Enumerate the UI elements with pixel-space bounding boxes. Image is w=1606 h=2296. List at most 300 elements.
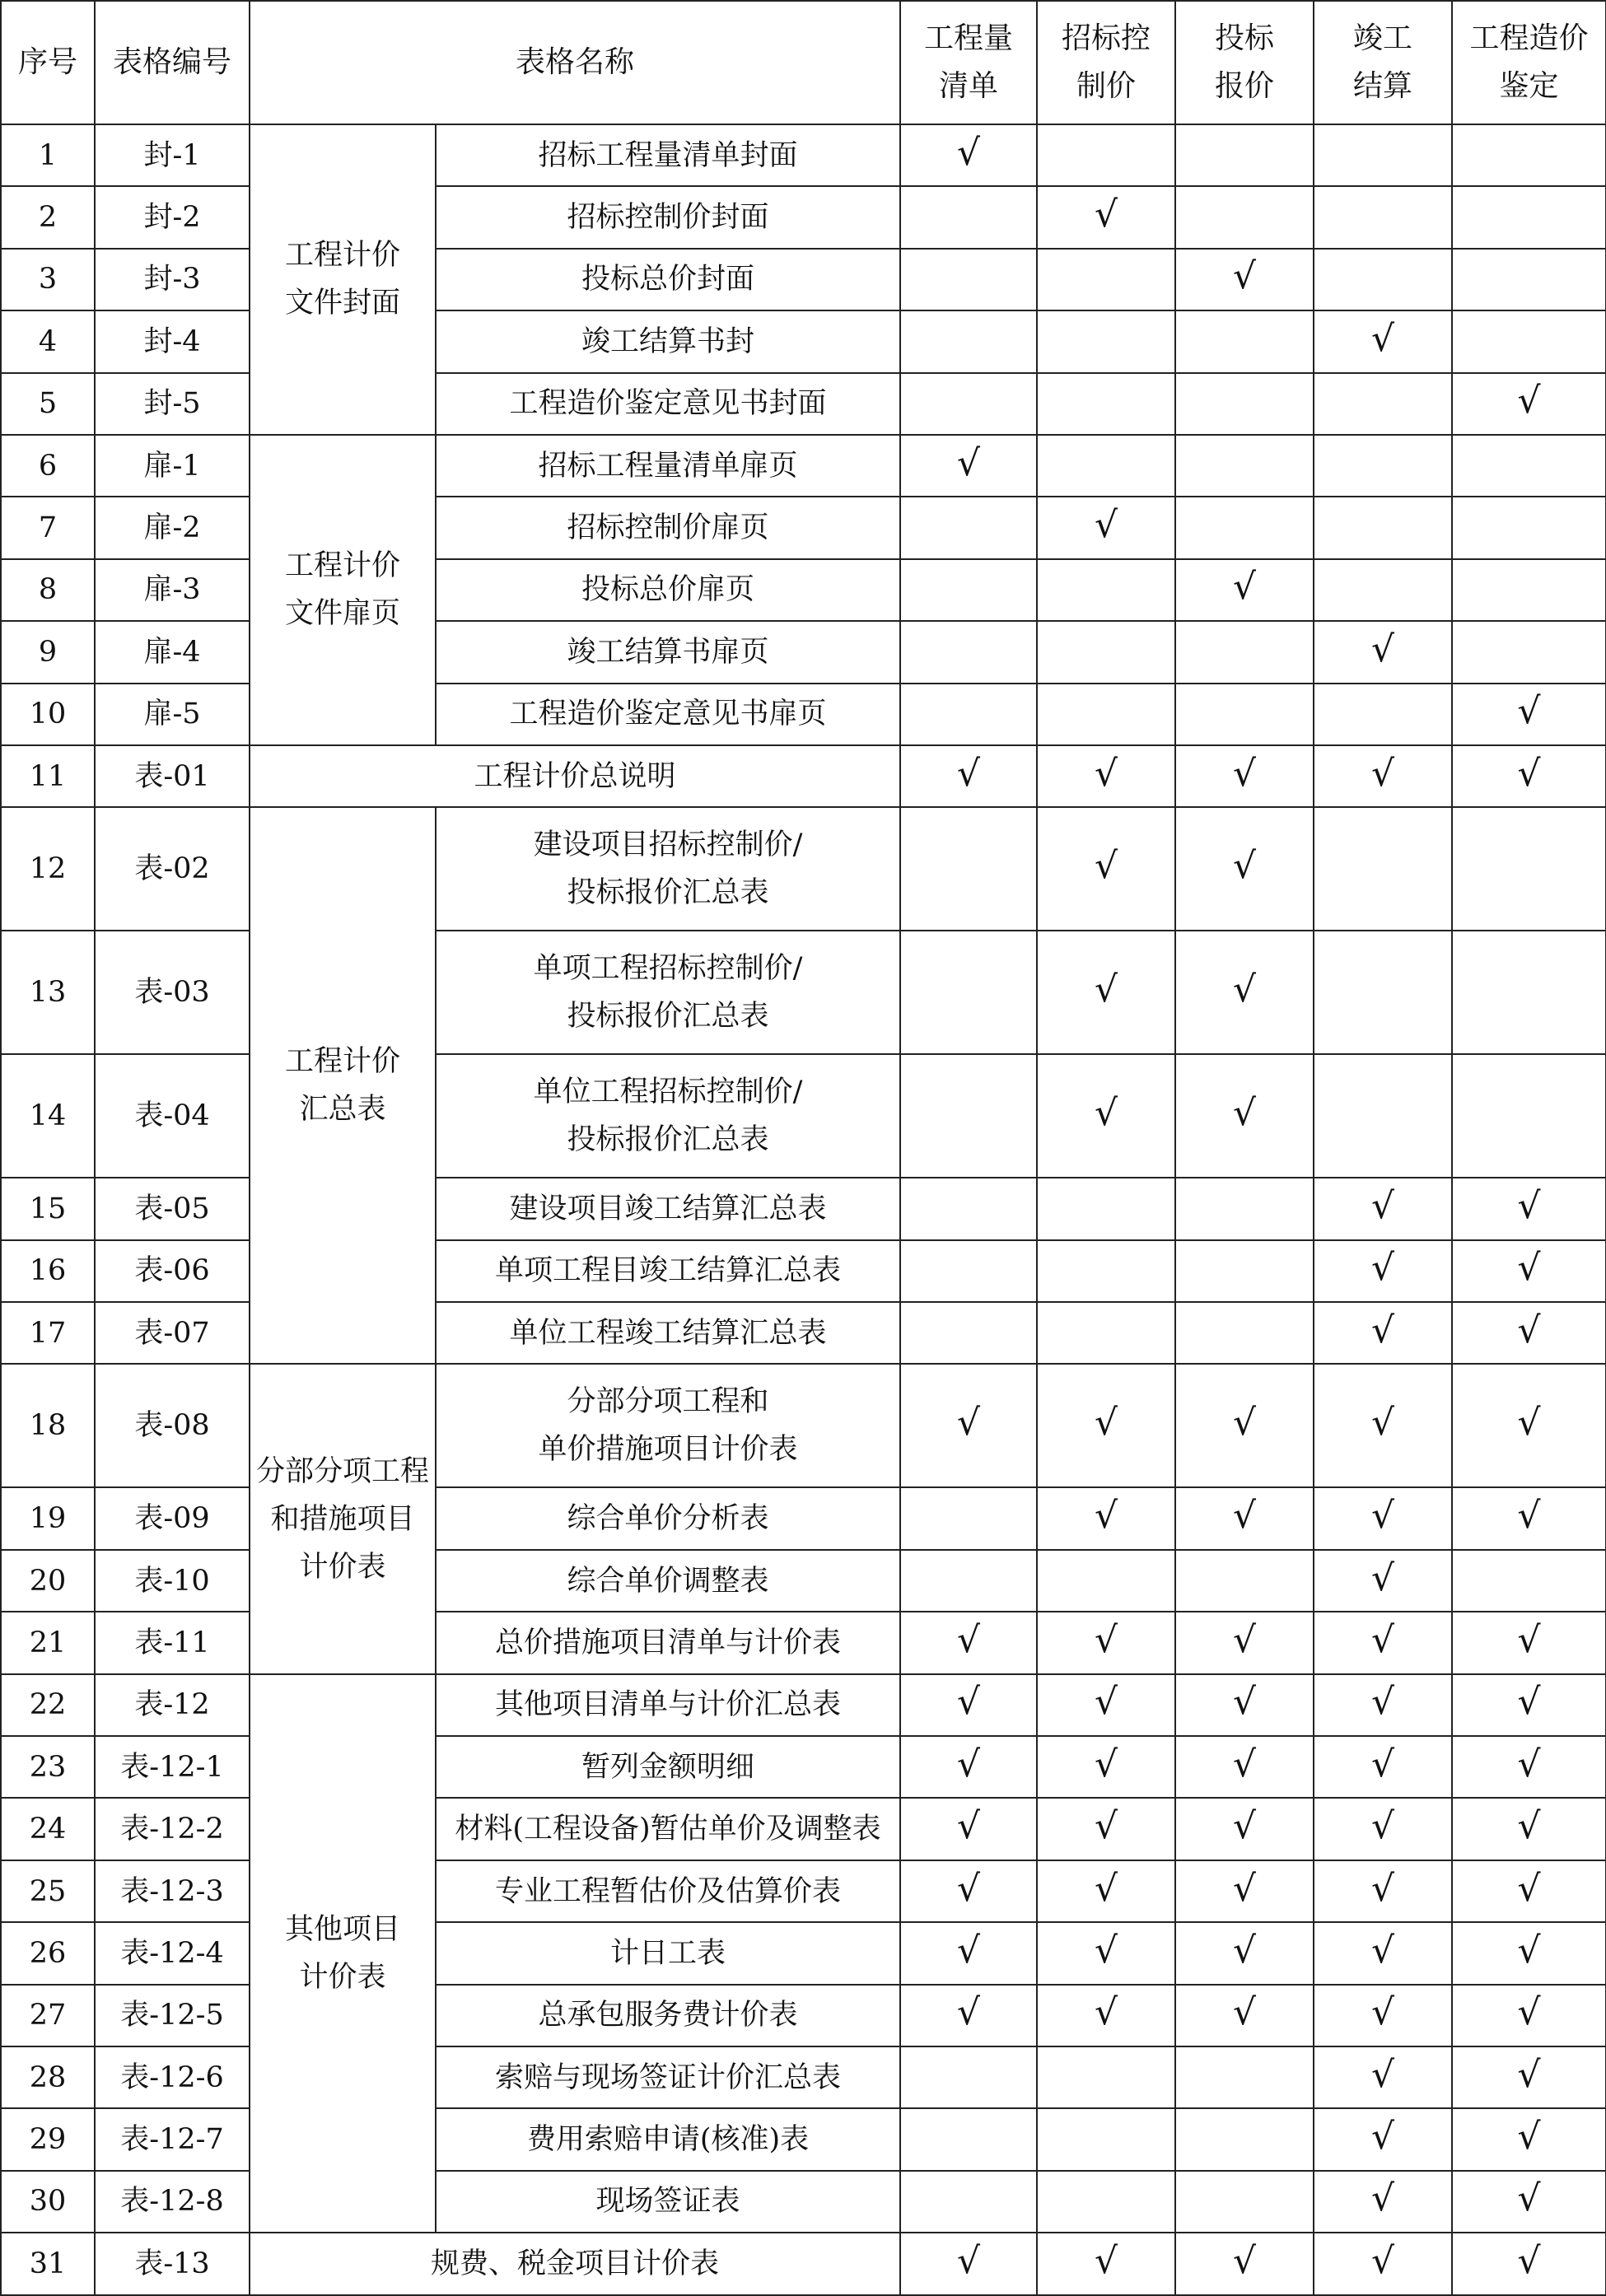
table-row [1, 1302, 1606, 1364]
mark-cell-final-settlement [1314, 2046, 1452, 2108]
row-group-category: 其他项目 计价表 [250, 1674, 436, 2233]
check-mark-icon: √ [956, 1743, 981, 1785]
mark-cell-cost-appraisal [1452, 1612, 1606, 1673]
check-mark-icon: √ [1517, 1247, 1541, 1290]
row-code: 表-12-5 [95, 1985, 250, 2046]
mark-cell-bill-of-quantities [900, 559, 1037, 621]
mark-cell-bill-of-quantities [900, 1054, 1037, 1178]
mark-cell-cost-appraisal [1452, 1240, 1606, 1302]
mark-cell-final-settlement [1314, 931, 1452, 1054]
row-seq: 21 [1, 1612, 95, 1673]
check-mark-icon: √ [1370, 1743, 1395, 1785]
mark-cell-bid-price [1175, 1240, 1314, 1302]
row-name: 招标控制价扉页 [436, 497, 900, 558]
mark-cell-bill-of-quantities [900, 931, 1037, 1054]
mark-cell-bill-of-quantities [900, 1240, 1037, 1302]
mark-cell-tender-control-price [1037, 621, 1175, 683]
mark-cell-bid-price [1175, 1860, 1314, 1922]
table-body [1, 124, 1606, 2295]
row-name: 单项工程招标控制价/ 投标报价汇总表 [436, 931, 900, 1054]
row-group-category: 工程计价 文件封面 [250, 124, 436, 435]
table-row [1, 559, 1606, 621]
mark-cell-final-settlement [1314, 1860, 1452, 1922]
table-row [1, 2171, 1606, 2233]
mark-cell-final-settlement [1314, 1922, 1452, 1984]
check-mark-icon: √ [1232, 752, 1257, 795]
row-code: 表-03 [95, 931, 250, 1054]
check-mark-icon: √ [1094, 1495, 1118, 1538]
mark-cell-cost-appraisal [1452, 1674, 1606, 1736]
mark-cell-bill-of-quantities [900, 249, 1037, 310]
mark-cell-bid-price [1175, 186, 1314, 248]
mark-cell-cost-appraisal [1452, 931, 1606, 1054]
mark-cell-tender-control-price [1037, 373, 1175, 435]
row-seq: 17 [1, 1302, 95, 1364]
row-name: 规费、税金项目计价表 [250, 2233, 900, 2294]
check-mark-icon: √ [1370, 1402, 1395, 1444]
table-row [1, 1922, 1606, 1984]
mark-cell-final-settlement [1314, 186, 1452, 248]
header-seq: 序号 [1, 1, 95, 124]
check-mark-icon: √ [1370, 2239, 1395, 2282]
row-seq: 14 [1, 1054, 95, 1178]
check-mark-icon: √ [1094, 1092, 1118, 1135]
check-mark-icon: √ [1094, 1681, 1118, 1724]
row-seq: 26 [1, 1922, 95, 1984]
mark-cell-bill-of-quantities [900, 310, 1037, 372]
mark-cell-cost-appraisal [1452, 2171, 1606, 2233]
table-row [1, 1674, 1606, 1736]
mark-cell-bid-price [1175, 310, 1314, 372]
mark-cell-bid-price [1175, 1612, 1314, 1673]
mark-cell-cost-appraisal [1452, 1302, 1606, 1364]
row-code: 表-10 [95, 1550, 250, 1612]
check-mark-icon: √ [1517, 2239, 1541, 2282]
mark-cell-bill-of-quantities [900, 684, 1037, 745]
mark-cell-tender-control-price [1037, 124, 1175, 186]
row-name: 现场签证表 [436, 2171, 900, 2233]
mark-cell-bill-of-quantities [900, 2046, 1037, 2108]
mark-cell-bill-of-quantities [900, 1985, 1037, 2046]
mark-cell-cost-appraisal [1452, 124, 1606, 186]
row-name: 投标总价封面 [436, 249, 900, 310]
check-mark-icon: √ [1232, 1618, 1257, 1661]
row-name: 建设项目招标控制价/ 投标报价汇总表 [436, 807, 900, 931]
mark-cell-cost-appraisal [1452, 1487, 1606, 1549]
check-mark-icon: √ [956, 1618, 981, 1661]
check-mark-icon: √ [1517, 690, 1541, 733]
table-row [1, 1178, 1606, 1239]
check-mark-icon: √ [1232, 2239, 1257, 2282]
check-mark-icon: √ [1232, 255, 1257, 298]
check-mark-icon: √ [1517, 1495, 1541, 1538]
row-seq: 23 [1, 1736, 95, 1798]
row-code: 表-12 [95, 1674, 250, 1736]
check-mark-icon: √ [1370, 1184, 1395, 1227]
mark-cell-final-settlement [1314, 1674, 1452, 1736]
check-mark-icon: √ [1232, 1402, 1257, 1444]
table-row [1, 124, 1606, 186]
mark-cell-bid-price [1175, 931, 1314, 1054]
mark-cell-final-settlement [1314, 124, 1452, 186]
row-name: 总承包服务费计价表 [436, 1985, 900, 2046]
mark-cell-cost-appraisal [1452, 1985, 1606, 2046]
check-mark-icon: √ [1517, 752, 1541, 795]
mark-cell-final-settlement [1314, 435, 1452, 497]
mark-cell-tender-control-price [1037, 745, 1175, 807]
mark-cell-bid-price [1175, 1798, 1314, 1860]
row-group-category: 工程计价 文件扉页 [250, 435, 436, 745]
mark-cell-final-settlement [1314, 1985, 1452, 2046]
row-seq: 10 [1, 684, 95, 745]
mark-cell-final-settlement [1314, 1487, 1452, 1549]
check-mark-icon: √ [956, 1402, 981, 1444]
mark-cell-bid-price [1175, 1550, 1314, 1612]
row-name: 分部分项工程和 单价措施项目计价表 [436, 1364, 900, 1487]
row-name: 竣工结算书封 [436, 310, 900, 372]
mark-cell-bid-price [1175, 1674, 1314, 1736]
row-code: 表-13 [95, 2233, 250, 2294]
header-tender-control-price: 招标控 制价 [1037, 1, 1175, 124]
check-mark-icon: √ [1370, 628, 1395, 670]
row-seq: 9 [1, 621, 95, 683]
row-seq: 22 [1, 1674, 95, 1736]
table-row [1, 310, 1606, 372]
row-name: 招标控制价封面 [436, 186, 900, 248]
row-name: 总价措施项目清单与计价表 [436, 1612, 900, 1673]
mark-cell-final-settlement [1314, 2233, 1452, 2294]
row-name: 综合单价分析表 [436, 1487, 900, 1549]
row-seq: 24 [1, 1798, 95, 1860]
check-mark-icon: √ [956, 1681, 981, 1724]
check-mark-icon: √ [1517, 2177, 1541, 2220]
row-code: 表-07 [95, 1302, 250, 1364]
check-mark-icon: √ [1517, 1618, 1541, 1661]
check-mark-icon: √ [1094, 845, 1118, 888]
mark-cell-final-settlement [1314, 1302, 1452, 1364]
mark-cell-bid-price [1175, 2046, 1314, 2108]
check-mark-icon: √ [1232, 1743, 1257, 1785]
check-mark-icon: √ [1370, 2116, 1395, 2158]
mark-cell-cost-appraisal [1452, 249, 1606, 310]
check-mark-icon: √ [1517, 1309, 1541, 1351]
mark-cell-final-settlement [1314, 1364, 1452, 1487]
mark-cell-final-settlement [1314, 745, 1452, 807]
row-seq: 6 [1, 435, 95, 497]
row-code: 表-01 [95, 745, 250, 807]
check-mark-icon: √ [956, 131, 981, 174]
check-mark-icon: √ [1517, 1805, 1541, 1848]
check-mark-icon: √ [1370, 1805, 1395, 1848]
row-seq: 18 [1, 1364, 95, 1487]
check-mark-icon: √ [1232, 968, 1257, 1011]
mark-cell-final-settlement [1314, 1550, 1452, 1612]
table-row [1, 1860, 1606, 1922]
row-code: 表-05 [95, 1178, 250, 1239]
row-seq: 8 [1, 559, 95, 621]
check-mark-icon: √ [1517, 1184, 1541, 1227]
mark-cell-tender-control-price [1037, 186, 1175, 248]
check-mark-icon: √ [1094, 968, 1118, 1011]
mark-cell-tender-control-price [1037, 310, 1175, 372]
mark-cell-cost-appraisal [1452, 2233, 1606, 2294]
row-name: 投标总价扉页 [436, 559, 900, 621]
mark-cell-bill-of-quantities [900, 2233, 1037, 2294]
mark-cell-cost-appraisal [1452, 621, 1606, 683]
row-name: 工程计价总说明 [250, 745, 900, 807]
table-row [1, 435, 1606, 497]
mark-cell-bill-of-quantities [900, 621, 1037, 683]
mark-cell-tender-control-price [1037, 1487, 1175, 1549]
row-name: 建设项目竣工结算汇总表 [436, 1178, 900, 1239]
mark-cell-final-settlement [1314, 621, 1452, 683]
row-code: 表-09 [95, 1487, 250, 1549]
mark-cell-bill-of-quantities [900, 1736, 1037, 1798]
mark-cell-bill-of-quantities [900, 1860, 1037, 1922]
row-code: 表-12-6 [95, 2046, 250, 2108]
check-mark-icon: √ [1370, 1309, 1395, 1351]
mark-cell-tender-control-price [1037, 1985, 1175, 2046]
check-mark-icon: √ [1232, 1929, 1257, 1972]
table-row [1, 1487, 1606, 1549]
check-mark-icon: √ [1517, 1929, 1541, 1972]
row-seq: 16 [1, 1240, 95, 1302]
table-row [1, 1240, 1606, 1302]
mark-cell-bid-price [1175, 1054, 1314, 1178]
row-seq: 31 [1, 2233, 95, 2294]
row-name: 单位工程招标控制价/ 投标报价汇总表 [436, 1054, 900, 1178]
row-code: 扉-2 [95, 497, 250, 558]
mark-cell-cost-appraisal [1452, 559, 1606, 621]
mark-cell-tender-control-price [1037, 559, 1175, 621]
mark-cell-bill-of-quantities [900, 186, 1037, 248]
mark-cell-bill-of-quantities [900, 1364, 1037, 1487]
mark-cell-final-settlement [1314, 1798, 1452, 1860]
check-mark-icon: √ [1232, 1495, 1257, 1538]
row-code: 表-12-4 [95, 1922, 250, 1984]
mark-cell-cost-appraisal [1452, 1178, 1606, 1239]
mark-cell-bill-of-quantities [900, 807, 1037, 931]
header-name: 表格名称 [250, 1, 900, 124]
mark-cell-tender-control-price [1037, 931, 1175, 1054]
mark-cell-tender-control-price [1037, 1178, 1175, 1239]
mark-cell-bid-price [1175, 124, 1314, 186]
row-name: 索赔与现场签证计价汇总表 [436, 2046, 900, 2108]
row-code: 扉-5 [95, 684, 250, 745]
mark-cell-cost-appraisal [1452, 497, 1606, 558]
mark-cell-bid-price [1175, 435, 1314, 497]
row-code: 封-1 [95, 124, 250, 186]
row-seq: 19 [1, 1487, 95, 1549]
mark-cell-tender-control-price [1037, 684, 1175, 745]
mark-cell-final-settlement [1314, 249, 1452, 310]
mark-cell-bill-of-quantities [900, 2171, 1037, 2233]
check-mark-icon: √ [1094, 1991, 1118, 2034]
row-seq: 7 [1, 497, 95, 558]
mark-cell-tender-control-price [1037, 1364, 1175, 1487]
table-row [1, 931, 1606, 1054]
check-mark-icon: √ [956, 1867, 981, 1910]
mark-cell-tender-control-price [1037, 2108, 1175, 2170]
row-code: 扉-4 [95, 621, 250, 683]
check-mark-icon: √ [1370, 752, 1395, 795]
header-code: 表格编号 [95, 1, 250, 124]
row-name: 单位工程竣工结算汇总表 [436, 1302, 900, 1364]
row-seq: 28 [1, 2046, 95, 2108]
mark-cell-cost-appraisal [1452, 310, 1606, 372]
row-code: 封-2 [95, 186, 250, 248]
table-row [1, 373, 1606, 435]
row-name: 专业工程暂估价及估算价表 [436, 1860, 900, 1922]
check-mark-icon: √ [1094, 1805, 1118, 1848]
mark-cell-cost-appraisal [1452, 1922, 1606, 1984]
mark-cell-final-settlement [1314, 373, 1452, 435]
check-mark-icon: √ [1370, 2177, 1395, 2220]
check-mark-icon: √ [1232, 1092, 1257, 1135]
check-mark-icon: √ [1094, 504, 1118, 547]
check-mark-icon: √ [956, 1991, 981, 2034]
check-mark-icon: √ [1232, 1681, 1257, 1724]
check-mark-icon: √ [956, 1929, 981, 1972]
row-name: 工程造价鉴定意见书扉页 [436, 684, 900, 745]
mark-cell-tender-control-price [1037, 1922, 1175, 1984]
mark-cell-bid-price [1175, 373, 1314, 435]
mark-cell-bid-price [1175, 1922, 1314, 1984]
check-mark-icon: √ [1517, 1402, 1541, 1444]
row-code: 封-3 [95, 249, 250, 310]
row-seq: 12 [1, 807, 95, 931]
mark-cell-tender-control-price [1037, 2233, 1175, 2294]
row-seq: 2 [1, 186, 95, 248]
row-name: 综合单价调整表 [436, 1550, 900, 1612]
row-seq: 25 [1, 1860, 95, 1922]
row-code: 表-12-2 [95, 1798, 250, 1860]
check-mark-icon: √ [1370, 1495, 1395, 1538]
check-mark-icon: √ [956, 441, 981, 484]
check-mark-icon: √ [1232, 845, 1257, 888]
row-name: 招标工程量清单封面 [436, 124, 900, 186]
check-mark-icon: √ [1094, 1743, 1118, 1785]
check-mark-icon: √ [1094, 1618, 1118, 1661]
check-mark-icon: √ [1232, 1867, 1257, 1910]
check-mark-icon: √ [1517, 380, 1541, 422]
row-name: 费用索赔申请(核准)表 [436, 2108, 900, 2170]
row-code: 表-12-7 [95, 2108, 250, 2170]
row-name: 单项工程目竣工结算汇总表 [436, 1240, 900, 1302]
mark-cell-bid-price [1175, 559, 1314, 621]
table-row [1, 807, 1606, 931]
mark-cell-bill-of-quantities [900, 497, 1037, 558]
mark-cell-bill-of-quantities [900, 1550, 1037, 1612]
mark-cell-final-settlement [1314, 497, 1452, 558]
row-code: 封-5 [95, 373, 250, 435]
table-row [1, 1612, 1606, 1673]
table-row [1, 2046, 1606, 2108]
table-row [1, 186, 1606, 248]
mark-cell-tender-control-price [1037, 807, 1175, 931]
mark-cell-tender-control-price [1037, 2171, 1175, 2233]
mark-cell-final-settlement [1314, 310, 1452, 372]
check-mark-icon: √ [1370, 2053, 1395, 2096]
check-mark-icon: √ [1094, 1867, 1118, 1910]
mark-cell-tender-control-price [1037, 249, 1175, 310]
row-seq: 5 [1, 373, 95, 435]
row-group-category: 工程计价 汇总表 [250, 807, 436, 1364]
header-row [1, 1, 1606, 124]
row-name: 材料(工程设备)暂估单价及调整表 [436, 1798, 900, 1860]
header-bid-price: 投标 报价 [1175, 1, 1314, 124]
check-mark-icon: √ [1370, 1867, 1395, 1910]
check-mark-icon: √ [956, 1805, 981, 1848]
check-mark-icon: √ [1517, 1681, 1541, 1724]
row-seq: 30 [1, 2171, 95, 2233]
mark-cell-bid-price [1175, 621, 1314, 683]
mark-cell-tender-control-price [1037, 1674, 1175, 1736]
row-seq: 3 [1, 249, 95, 310]
mark-cell-bill-of-quantities [900, 1302, 1037, 1364]
check-mark-icon: √ [1517, 1867, 1541, 1910]
table-row [1, 1550, 1606, 1612]
table-row [1, 2108, 1606, 2170]
mark-cell-bid-price [1175, 2233, 1314, 2294]
row-code: 表-04 [95, 1054, 250, 1178]
row-seq: 4 [1, 310, 95, 372]
mark-cell-tender-control-price [1037, 1798, 1175, 1860]
table-row [1, 249, 1606, 310]
table-row [1, 1985, 1606, 2046]
mark-cell-cost-appraisal [1452, 1736, 1606, 1798]
mark-cell-bid-price [1175, 1364, 1314, 1487]
mark-cell-cost-appraisal [1452, 1054, 1606, 1178]
table-row [1, 1364, 1606, 1487]
mark-cell-bid-price [1175, 1487, 1314, 1549]
mark-cell-final-settlement [1314, 1736, 1452, 1798]
header-bill-of-quantities: 工程量 清单 [900, 1, 1037, 124]
check-mark-icon: √ [956, 752, 981, 795]
row-group-category: 分部分项工程 和措施项目 计价表 [250, 1364, 436, 1673]
mark-cell-final-settlement [1314, 807, 1452, 931]
mark-cell-bid-price [1175, 684, 1314, 745]
row-name: 招标工程量清单扉页 [436, 435, 900, 497]
row-name: 工程造价鉴定意见书封面 [436, 373, 900, 435]
mark-cell-final-settlement [1314, 1178, 1452, 1239]
check-mark-icon: √ [1370, 317, 1395, 360]
check-mark-icon: √ [1232, 1991, 1257, 2034]
check-mark-icon: √ [1094, 1929, 1118, 1972]
mark-cell-cost-appraisal [1452, 186, 1606, 248]
mark-cell-bill-of-quantities [900, 1487, 1037, 1549]
row-code: 表-08 [95, 1364, 250, 1487]
mark-cell-bill-of-quantities [900, 745, 1037, 807]
check-mark-icon: √ [1370, 1556, 1395, 1599]
row-code: 表-12-3 [95, 1860, 250, 1922]
mark-cell-tender-control-price [1037, 435, 1175, 497]
check-mark-icon: √ [1370, 1247, 1395, 1290]
mark-cell-tender-control-price [1037, 1860, 1175, 1922]
mark-cell-cost-appraisal [1452, 2108, 1606, 2170]
check-mark-icon: √ [1370, 1991, 1395, 2034]
row-name: 其他项目清单与计价汇总表 [436, 1674, 900, 1736]
mark-cell-bid-price [1175, 2171, 1314, 2233]
mark-cell-cost-appraisal [1452, 1860, 1606, 1922]
mark-cell-bid-price [1175, 1736, 1314, 1798]
mark-cell-tender-control-price [1037, 1736, 1175, 1798]
row-code: 表-11 [95, 1612, 250, 1673]
mark-cell-final-settlement [1314, 2171, 1452, 2233]
mark-cell-bill-of-quantities [900, 1178, 1037, 1239]
mark-cell-tender-control-price [1037, 1054, 1175, 1178]
mark-cell-cost-appraisal [1452, 807, 1606, 931]
